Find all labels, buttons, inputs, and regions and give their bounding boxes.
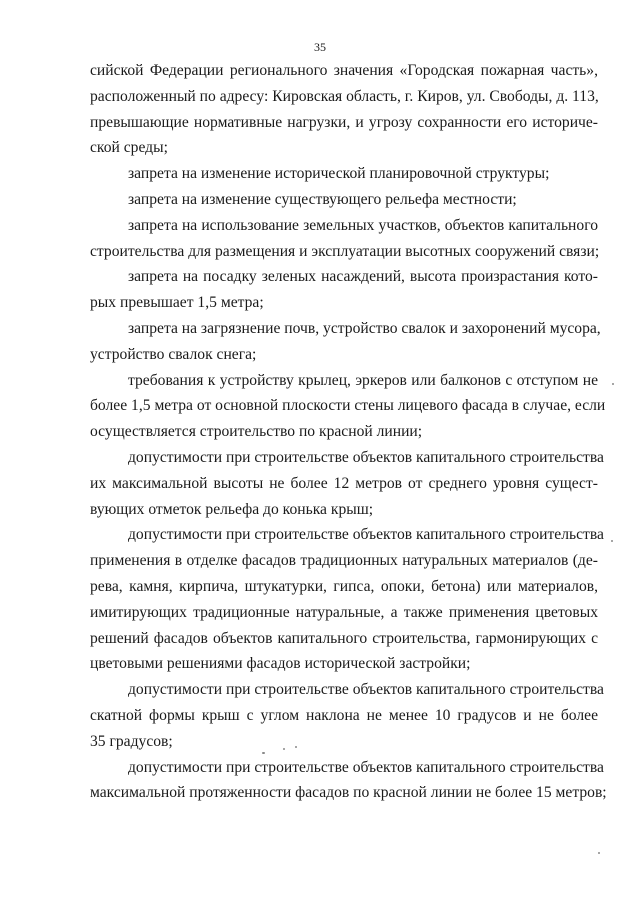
text-line: допустимости при строительстве объектов капитального строительства xyxy=(128,758,604,776)
text-line: запрета на изменение существующего рельефа местности; xyxy=(128,190,517,208)
text-line: превышающие нормативные нагрузки, и угрозу сохранности его историче- xyxy=(90,113,598,131)
text-line: запрета на изменение исторической планировочной структуры; xyxy=(128,165,550,183)
text-line: рева, камня, кирпича, штукатурки, гипса, опоки, бетона) или материалов, xyxy=(90,577,598,595)
scan-speck xyxy=(611,540,613,542)
text-line: имитирующих традиционные натуральные, а также применения цветовых xyxy=(90,603,598,621)
text-line: вующих отметок рельефа до конька крыш; xyxy=(90,500,374,518)
text-line: запрета на использование земельных участков, объектов капитального xyxy=(128,216,598,234)
text-line: устройство свалок снега; xyxy=(90,345,257,363)
text-line: 35 градусов; xyxy=(90,732,173,750)
text-line: строительства для размещения и эксплуатации высотных сооружений связи; xyxy=(90,242,600,260)
text-line: применения в отделке фасадов традиционных натуральных материалов (де- xyxy=(90,552,598,570)
text-line: запрета на загрязнение почв, устройство свалок и захоронений мусора, xyxy=(128,319,601,337)
text-line: требования к устройству крылец, эркеров или балконов с отступом не xyxy=(128,371,598,389)
scan-speck xyxy=(612,383,614,385)
page-number: 35 xyxy=(314,40,326,54)
text-line: допустимости при строительстве объектов капитального строительства xyxy=(128,526,604,544)
text-line: расположенный по адресу: Кировская область, г. Киров, ул. Свободы, д. 113, xyxy=(90,87,599,105)
text-line: допустимости при строительстве объектов капитального строительства xyxy=(128,448,604,466)
text-line: рых превышает 1,5 метра; xyxy=(90,294,264,312)
scan-speck xyxy=(598,852,600,854)
text-line: допустимости при строительстве объектов капитального строительства xyxy=(128,681,604,699)
text-line: цветовыми решениями фасадов исторической застройки; xyxy=(90,655,471,673)
text-line: скатной формы крыш с углом наклона не менее 10 градусов и не более xyxy=(90,706,598,724)
text-line: более 1,5 метра от основной плоскости стены лицевого фасада в случае, если xyxy=(90,397,606,415)
scan-speck xyxy=(295,746,297,748)
document-body xyxy=(90,58,607,806)
text-line: сийской Федерации регионального значения «Городская пожарная часть», xyxy=(90,62,598,79)
text-line: ской среды; xyxy=(90,139,168,157)
text-line: запрета на посадку зеленых насаждений, высота произрастания кото- xyxy=(128,268,598,286)
text-line: максимальной протяженности фасадов по красной линии не более 15 метров; xyxy=(90,784,607,802)
scan-speck xyxy=(283,748,285,750)
text-line: решений фасадов объектов капитального строительства, гармонирующих с xyxy=(90,629,598,647)
text-line: осуществляется строительство по красной линии; xyxy=(90,423,423,441)
scan-speck xyxy=(262,752,265,754)
text-line: их максимальной высоты не более 12 метров от среднего уровня сущест- xyxy=(90,474,598,492)
